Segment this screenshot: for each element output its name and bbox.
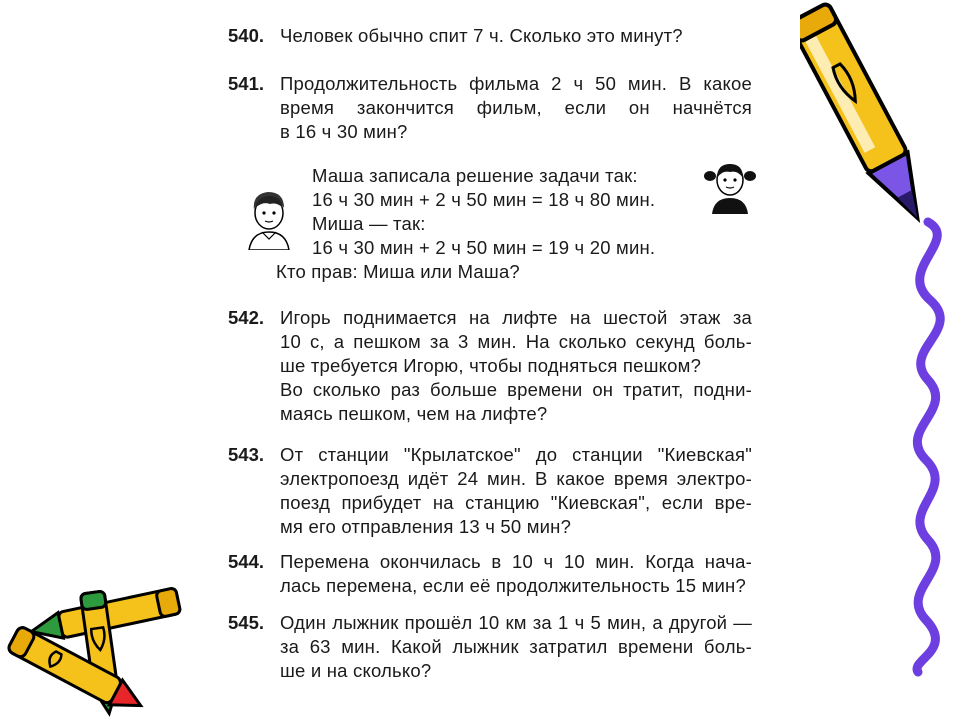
- problem-text-line: От станции "Крылатское" до станции "Киевская": [280, 444, 752, 465]
- problem-number: 541.: [228, 73, 265, 94]
- wavy-line: [917, 222, 940, 672]
- dialogue-line: Маша записала решение задачи так:: [312, 165, 638, 186]
- problem-text-line: Игорь поднимается на лифте на шестой этаж за: [280, 307, 752, 328]
- problem-text-line: мя его отправления 13 ч 50 мин?: [280, 516, 572, 537]
- problem-number: 542.: [228, 307, 265, 328]
- dialogue-line: 16 ч 30 мин + 2 ч 50 мин = 18 ч 80 мин.: [312, 189, 656, 210]
- problem-text-line: Перемена окончилась в 10 ч 10 мин. Когда нача-: [280, 551, 752, 572]
- problem-number: 545.: [228, 612, 265, 633]
- problem-number: 540.: [228, 25, 265, 46]
- problem-text-line: за 63 мин. Какой лыжник затратил времени боль-: [280, 636, 752, 657]
- problem-text-line: Человек обычно спит 7 ч. Сколько это минут?: [280, 25, 683, 46]
- problem-text-line: в 16 ч 30 мин?: [280, 121, 408, 142]
- dialogue-line: Миша — так:: [312, 213, 426, 234]
- problem-text-line: время закончится фильм, если он начнётся: [280, 97, 752, 118]
- problem-number: 543.: [228, 444, 265, 465]
- problem-text-line: Во сколько раз больше времени он тратит, подни-: [280, 379, 752, 400]
- pencils-decoration-left: [0, 578, 200, 720]
- problem-text-line: 10 с, а пешком за 3 мин. На сколько секунд боль-: [280, 331, 752, 352]
- dialogue-line: 16 ч 30 мин + 2 ч 50 мин = 19 ч 20 мин.: [312, 237, 656, 258]
- boy-illustration: [244, 188, 294, 250]
- problem-text-line: ше требуется Игорю, чтобы подняться пешком?: [280, 355, 702, 376]
- dialogue-question: Кто прав: Миша или Маша?: [276, 261, 520, 282]
- pencil-decoration-right: [800, 0, 960, 720]
- problem-text-line: ше и на сколько?: [280, 660, 432, 681]
- problem-text-line: электропоезд идёт 24 мин. В какое время электро-: [280, 468, 752, 489]
- problem-text-line: Один лыжник прошёл 10 км за 1 ч 5 мин, а другой —: [280, 612, 752, 633]
- girl-illustration: [704, 156, 756, 214]
- problem-text-line: лась перемена, если её продолжительность 15 мин?: [280, 575, 746, 596]
- problem-text-line: поезд прибудет на станцию "Киевская", если вре-: [280, 492, 752, 513]
- problem-text-line: маясь пешком, чем на лифте?: [280, 403, 548, 424]
- problem-number: 544.: [228, 551, 265, 572]
- problem-text-line: Продолжительность фильма 2 ч 50 мин. В какое: [280, 73, 752, 94]
